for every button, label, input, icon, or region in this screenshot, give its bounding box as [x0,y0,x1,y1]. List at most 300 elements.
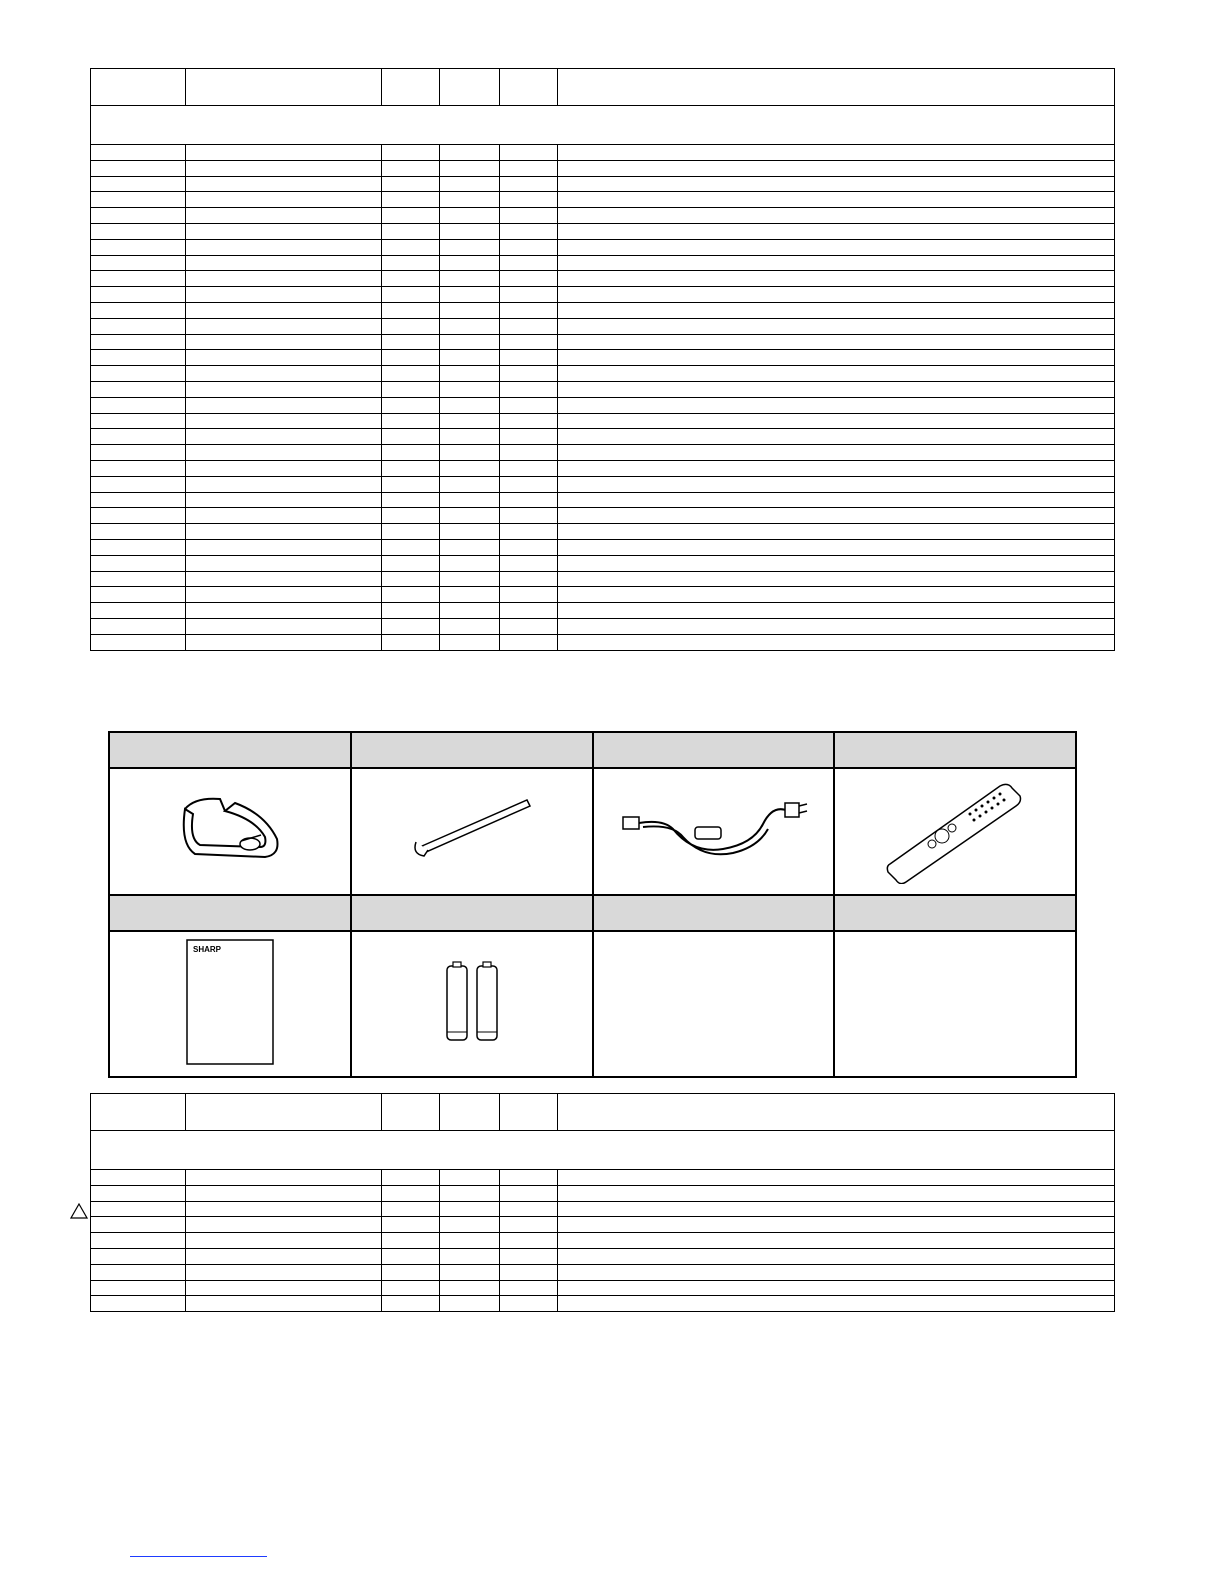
accessory-caption-1 [109,732,351,768]
table-cell [440,508,500,524]
table-cell [500,1248,558,1264]
table-row [91,1233,1115,1249]
table-cell [440,397,500,413]
table-cell [382,145,440,161]
table-cell [500,445,558,461]
table-cell [440,366,500,382]
parts-list-table-top [90,68,1115,651]
table-cell [558,445,1115,461]
table-cell [558,555,1115,571]
table-cell [558,302,1115,318]
table-row [91,192,1115,208]
section-title [91,106,1115,145]
table-cell [91,413,186,429]
table-cell [440,160,500,176]
cable-tie-cell [351,768,593,895]
table-cell [186,429,382,445]
table-cell [91,1185,186,1201]
table-row [91,176,1115,192]
table-cell [558,587,1115,603]
table-cell [558,476,1115,492]
table-row [91,1296,1115,1312]
cable-clamp-cell [109,768,351,895]
table-cell [500,524,558,540]
table-cell [91,618,186,634]
table-cell [382,287,440,303]
table-cell [500,160,558,176]
table-cell [382,350,440,366]
table-cell [440,1170,500,1186]
table-cell [558,397,1115,413]
section-title [91,1131,1115,1170]
table-cell [558,1201,1115,1217]
table-cell [440,445,500,461]
table-cell [91,445,186,461]
table-cell [186,1296,382,1312]
table-cell [440,192,500,208]
table-cell [91,271,186,287]
table-row [91,1185,1115,1201]
table-cell [186,1264,382,1280]
table-cell [186,555,382,571]
table-cell [91,1170,186,1186]
table-cell [382,1170,440,1186]
table-cell [91,603,186,619]
table-cell [440,302,500,318]
table-cell [500,1185,558,1201]
header-cell [186,69,382,106]
header-cell [500,1094,558,1131]
table-row [91,618,1115,634]
table-cell [382,271,440,287]
table-cell [558,492,1115,508]
operation-manual-icon [185,938,275,1066]
table-cell [91,334,186,350]
table-cell [382,1201,440,1217]
table-row [91,223,1115,239]
table-cell [91,1264,186,1280]
table-row [91,302,1115,318]
table-row [91,145,1115,161]
empty-accessory-cell-1 [593,931,835,1077]
table-cell [440,571,500,587]
table-cell [186,287,382,303]
table-cell [500,239,558,255]
table-cell [382,571,440,587]
table-row [91,381,1115,397]
table-cell [558,334,1115,350]
table-cell [382,492,440,508]
table-cell [382,1264,440,1280]
table-row [91,555,1115,571]
table-cell [440,1233,500,1249]
table-cell [500,539,558,555]
operation-manual-cell [109,931,351,1077]
empty-accessory-cell-2 [834,931,1076,1077]
table-cell [558,634,1115,650]
table-cell [382,445,440,461]
table-cell [91,492,186,508]
table-cell [186,350,382,366]
table-cell [186,366,382,382]
table-cell [440,492,500,508]
table-row [91,160,1115,176]
header-cell [558,1094,1115,1131]
table-cell [558,318,1115,334]
accessory-caption-3 [593,732,835,768]
table-cell [91,223,186,239]
table-cell [500,603,558,619]
table-cell [186,208,382,224]
table-cell [500,1296,558,1312]
table-cell [382,1233,440,1249]
table-cell [186,192,382,208]
section-title-row [91,106,1115,145]
table-row [91,350,1115,366]
table-cell [186,145,382,161]
ac-cord-icon [613,789,813,869]
table-cell [440,1248,500,1264]
table-cell [558,1233,1115,1249]
table-cell [91,255,186,271]
table-cell [186,618,382,634]
table-cell [500,366,558,382]
table-cell [500,476,558,492]
table-cell [440,476,500,492]
table-cell [91,460,186,476]
table-row [91,508,1115,524]
table-cell [91,539,186,555]
table-row [91,587,1115,603]
table-cell [500,1280,558,1296]
table-cell [558,413,1115,429]
table-cell [382,302,440,318]
table-cell [558,429,1115,445]
table-cell [186,239,382,255]
batteries-icon [437,960,507,1044]
table-cell [558,145,1115,161]
ac-cord-cell [593,768,835,895]
table-cell [186,476,382,492]
table-cell [91,429,186,445]
table-cell [91,160,186,176]
table-row [91,1217,1115,1233]
table-cell [440,1217,500,1233]
table-cell [91,192,186,208]
table-cell [382,603,440,619]
table-cell [440,603,500,619]
table-cell [558,271,1115,287]
table-cell [186,1217,382,1233]
table-header-row [91,69,1115,106]
table-cell [440,460,500,476]
table-cell [558,160,1115,176]
table-cell [91,350,186,366]
table-row [91,539,1115,555]
table-cell [186,318,382,334]
table-cell [382,318,440,334]
table-cell [186,508,382,524]
table-cell [500,287,558,303]
table-cell [186,176,382,192]
table-cell [91,239,186,255]
table-cell [558,460,1115,476]
table-cell [558,208,1115,224]
table-cell [382,460,440,476]
table-cell [500,381,558,397]
table-row [91,1201,1115,1217]
table-cell [500,1264,558,1280]
table-cell [91,176,186,192]
table-cell [382,476,440,492]
table-cell [91,1217,186,1233]
table-cell [500,223,558,239]
accessories-table [108,731,1077,1078]
table-cell [558,524,1115,540]
table-cell [500,302,558,318]
table-cell [500,334,558,350]
table-cell [558,508,1115,524]
table-cell [558,1170,1115,1186]
table-cell [500,460,558,476]
table-cell [186,381,382,397]
table-cell [91,1201,186,1217]
table-cell [186,160,382,176]
table-cell [558,1217,1115,1233]
table-cell [440,350,500,366]
table-cell [558,1264,1115,1280]
table-cell [558,223,1115,239]
table-cell [440,634,500,650]
cable-tie-icon [402,794,542,864]
header-cell [440,1094,500,1131]
table-row [91,271,1115,287]
table-cell [382,587,440,603]
table-cell [382,381,440,397]
table-cell [440,334,500,350]
remote-control-icon [880,774,1030,884]
table-cell [440,1280,500,1296]
header-cell [91,69,186,106]
table-cell [91,318,186,334]
table-cell [91,1280,186,1296]
table-cell [382,634,440,650]
table-cell [382,1217,440,1233]
table-cell [382,539,440,555]
table-cell [186,460,382,476]
safety-warning-triangle-icon [70,1203,88,1219]
table-cell [382,1248,440,1264]
table-cell [186,413,382,429]
table-cell [186,271,382,287]
accessory-caption-5 [109,895,351,931]
table-cell [500,1217,558,1233]
table-cell [440,208,500,224]
table-cell [500,634,558,650]
table-cell [186,255,382,271]
table-cell [91,587,186,603]
header-cell [382,69,440,106]
table-row [91,1248,1115,1264]
table-cell [382,429,440,445]
table-cell [500,145,558,161]
table-row [91,603,1115,619]
table-row [91,571,1115,587]
accessory-caption-8 [834,895,1076,931]
table-cell [382,397,440,413]
table-cell [382,1185,440,1201]
table-cell [382,334,440,350]
table-row [91,524,1115,540]
table-cell [500,271,558,287]
table-cell [500,1233,558,1249]
header-cell [91,1094,186,1131]
parts-list-table-bottom [90,1093,1115,1312]
table-cell [440,587,500,603]
table-row [91,287,1115,303]
table-cell [500,413,558,429]
table-cell [500,429,558,445]
table-cell [440,145,500,161]
table-cell [500,508,558,524]
table-cell [500,397,558,413]
table-row [91,366,1115,382]
table-cell [558,571,1115,587]
table-row [91,1170,1115,1186]
table-cell [558,287,1115,303]
accessory-caption-7 [593,895,835,931]
table-cell [186,1233,382,1249]
table-cell [91,476,186,492]
table-cell [440,318,500,334]
table-row [91,634,1115,650]
table-row [91,318,1115,334]
table-cell [440,1296,500,1312]
table-cell [440,539,500,555]
table-cell [186,1170,382,1186]
table-cell [91,508,186,524]
table-cell [382,1280,440,1296]
table-cell [440,618,500,634]
table-cell [500,318,558,334]
table-cell [440,1264,500,1280]
table-cell [500,1170,558,1186]
header-cell [382,1094,440,1131]
table-cell [91,1248,186,1264]
table-cell [91,287,186,303]
table-cell [382,223,440,239]
table-row [91,1280,1115,1296]
table-cell [440,239,500,255]
table-cell [440,555,500,571]
table-cell [91,571,186,587]
table-cell [186,539,382,555]
table-cell [500,1201,558,1217]
header-cell [440,69,500,106]
cable-clamp-icon [165,789,295,869]
table-cell [500,555,558,571]
table-cell [382,555,440,571]
header-cell [186,1094,382,1131]
table-cell [186,587,382,603]
table-cell [558,618,1115,634]
table-cell [382,366,440,382]
table-cell [440,223,500,239]
table-cell [186,492,382,508]
table-cell [440,176,500,192]
table-cell [558,539,1115,555]
table-cell [186,571,382,587]
table-cell [186,302,382,318]
table-cell [91,366,186,382]
table-cell [500,176,558,192]
table-cell [186,603,382,619]
table-cell [186,223,382,239]
table-cell [440,413,500,429]
remote-control-cell [834,768,1076,895]
table-cell [440,1185,500,1201]
section-title-row [91,1131,1115,1170]
table-row [91,413,1115,429]
table-cell [500,255,558,271]
table-cell [440,381,500,397]
accessory-caption-6 [351,895,593,931]
table-cell [558,366,1115,382]
table-cell [382,239,440,255]
table-row [91,429,1115,445]
table-cell [382,618,440,634]
table-cell [382,160,440,176]
table-cell [186,445,382,461]
batteries-cell [351,931,593,1077]
table-cell [558,239,1115,255]
table-cell [558,1248,1115,1264]
table-cell [186,524,382,540]
table-cell [382,192,440,208]
table-cell [91,397,186,413]
table-cell [382,413,440,429]
table-header-row [91,1094,1115,1131]
table-cell [440,429,500,445]
table-cell [382,524,440,540]
table-row [91,460,1115,476]
table-row [91,445,1115,461]
table-cell [558,1280,1115,1296]
table-cell [186,397,382,413]
table-cell [186,634,382,650]
table-row [91,208,1115,224]
table-cell [186,1185,382,1201]
table-cell [186,1248,382,1264]
table-cell [91,145,186,161]
table-cell [500,618,558,634]
accessory-caption-4 [834,732,1076,768]
header-cell [558,69,1115,106]
table-cell [91,381,186,397]
table-row [91,255,1115,271]
table-cell [558,381,1115,397]
table-cell [186,1201,382,1217]
table-cell [558,1296,1115,1312]
table-cell [91,302,186,318]
table-row [91,1264,1115,1280]
table-cell [382,208,440,224]
table-row [91,397,1115,413]
table-cell [440,524,500,540]
table-cell [558,603,1115,619]
table-cell [500,571,558,587]
table-row [91,476,1115,492]
